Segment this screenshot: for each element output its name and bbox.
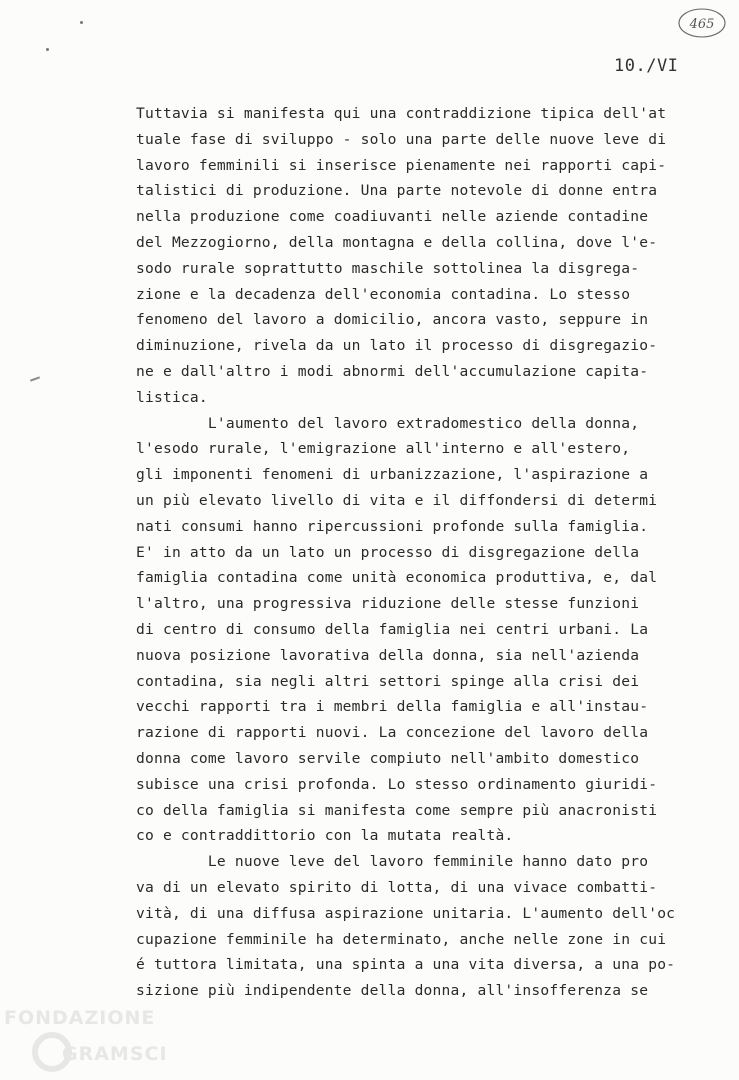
text-line: gli imponenti fenomeni di urbanizzazione, l'aspirazione a bbox=[136, 466, 649, 484]
text-line: zione e la decadenza dell'economia contadina. Lo stesso bbox=[136, 285, 631, 303]
text-line: cupazione femminile ha determinato, anche nelle zone in cui bbox=[136, 930, 667, 948]
text-line: nati consumi hanno ripercussioni profonde sulla famiglia. bbox=[136, 517, 649, 535]
text-line: talistici di produzione. Una parte notevole di donne entra bbox=[136, 182, 658, 200]
text-line: donna come lavoro servile compiuto nell'ambito domestico bbox=[136, 749, 640, 767]
text-line: co della famiglia si manifesta come sempre più anacronisti bbox=[136, 801, 658, 819]
text-line: listica. bbox=[136, 388, 208, 406]
text-line: tuale fase di sviluppo - solo una parte delle nuove leve di bbox=[136, 130, 667, 148]
text-line: ne e dall'altro i modi abnormi dell'accumulazione capita- bbox=[136, 362, 649, 380]
text-line: fenomeno del lavoro a domicilio, ancora vasto, seppure in bbox=[136, 311, 649, 329]
speck bbox=[46, 48, 49, 51]
text-line: diminuzione, rivela da un lato il processo di disgregazio- bbox=[136, 337, 658, 355]
watermark-line-2: GRAMSCI bbox=[62, 1043, 168, 1065]
text-line: Tuttavia si manifesta qui una contraddizione tipica dell'at bbox=[136, 105, 667, 122]
fondazione-gramsci-watermark bbox=[2, 1000, 168, 1080]
text-line: vecchi rapporti tra i membri della famiglia e all'instau- bbox=[136, 698, 649, 716]
text-line: Le nuove leve del lavoro femminile hanno dato pro bbox=[136, 853, 649, 871]
text-line: sodo rurale soprattutto maschile sottolinea la disgrega- bbox=[136, 259, 640, 277]
text-line: vità, di una diffusa aspirazione unitaria. L'aumento dell'oc bbox=[136, 904, 676, 922]
text-line: l'altro, una progressiva riduzione delle stesse funzioni bbox=[136, 595, 640, 613]
text-line: E' in atto da un lato un processo di disgregazione della bbox=[136, 543, 640, 561]
text-line: contadina, sia negli altri settori spinge alla crisi dei bbox=[136, 672, 640, 690]
page-number: 10./VI bbox=[614, 56, 679, 76]
text-line: del Mezzogiorno, della montagna e della collina, dove l'e- bbox=[136, 233, 658, 251]
archive-number-text: 465 bbox=[689, 17, 715, 32]
typed-text-body bbox=[136, 101, 726, 1004]
margin-mark bbox=[30, 376, 40, 381]
speck bbox=[80, 21, 83, 24]
text-line: di centro di consumo della famiglia nei centri urbani. La bbox=[136, 620, 649, 638]
text-line: un più elevato livello di vita e il diffondersi di determi bbox=[136, 491, 658, 509]
text-line: é tuttora limitata, una spinta a una vita diversa, a una po- bbox=[136, 956, 676, 974]
text-line: nuova posizione lavorativa della donna, sia nell'azienda bbox=[136, 646, 640, 664]
archive-number-stamp bbox=[676, 6, 728, 40]
text-line: nella produzione come coadiuvanti nelle aziende contadine bbox=[136, 208, 649, 226]
text-line: co e contraddittorio con la mutata realtà. bbox=[136, 827, 514, 845]
text-line: sizione più indipendente della donna, all'insofferenza se bbox=[136, 982, 649, 1000]
text-line: l'esodo rurale, l'emigrazione all'interno e all'estero, bbox=[136, 440, 631, 458]
text-line: famiglia contadina come unità economica produttiva, e, dal bbox=[136, 569, 658, 587]
text-line: va di un elevato spirito di lotta, di una vivace combatti- bbox=[136, 878, 658, 896]
text-line: L'aumento del lavoro extradomestico della donna, bbox=[136, 414, 640, 432]
text-line: lavoro femminili si inserisce pienamente nei rapporti capi- bbox=[136, 156, 667, 174]
watermark-line-1: FONDAZIONE bbox=[4, 1007, 156, 1029]
text-line: subisce una crisi profonda. Lo stesso ordinamento giuridi- bbox=[136, 775, 658, 793]
text-line: razione di rapporti nuovi. La concezione del lavoro della bbox=[136, 724, 649, 742]
